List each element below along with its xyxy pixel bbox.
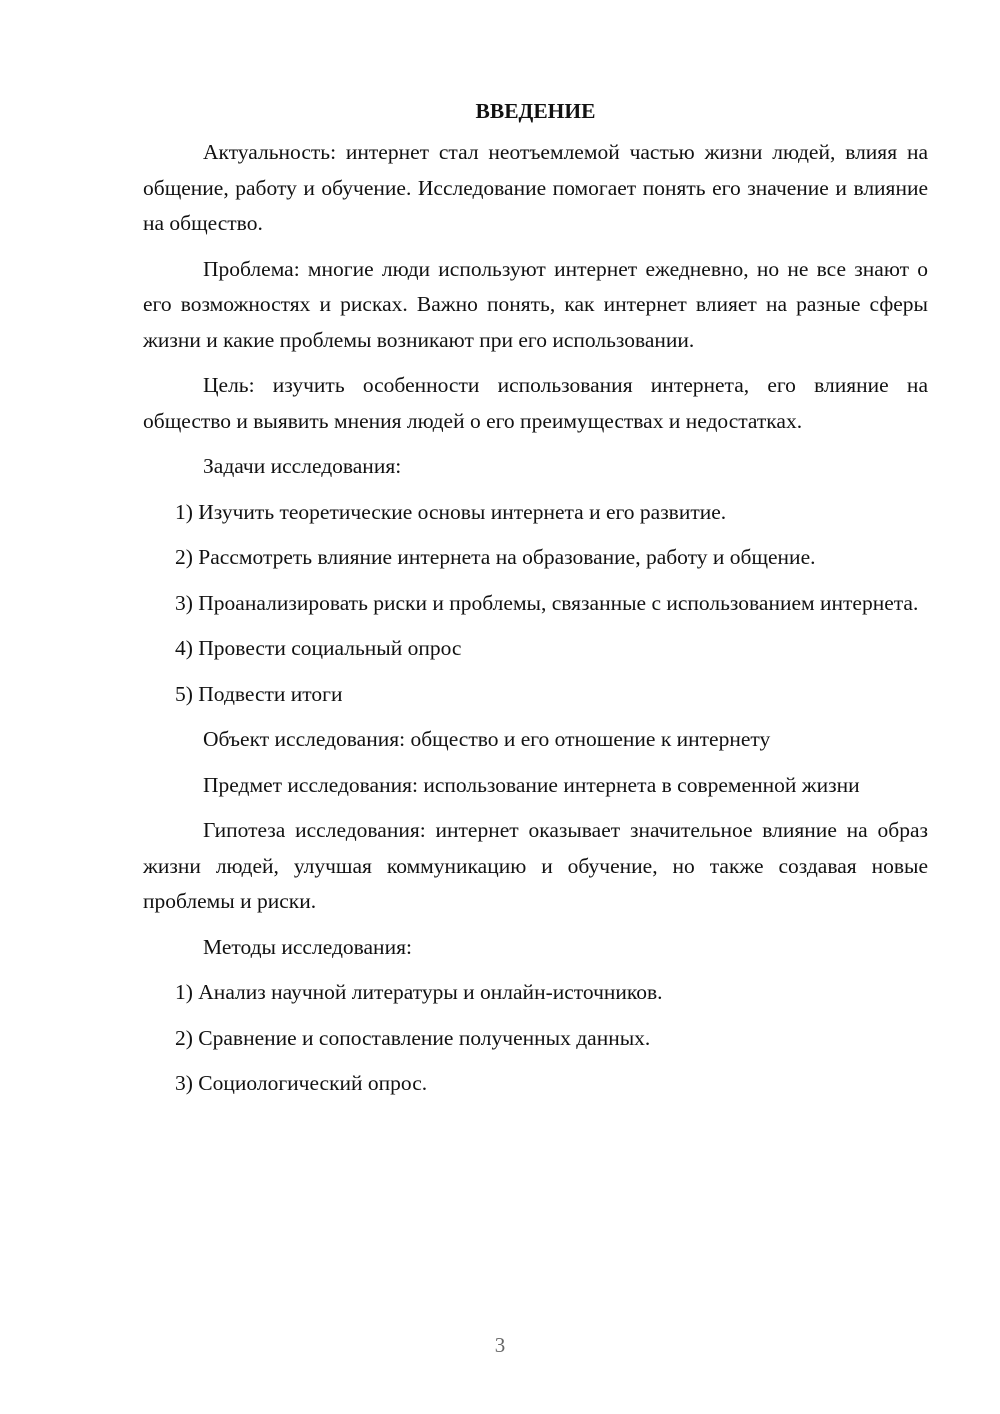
goal-paragraph: Цель: изучить особенности использования интернета, его влияние на общество и выявить мнения людей о его преимуществах и недостатках. bbox=[143, 373, 928, 433]
task-item: 3) Проанализировать риски и проблемы, связанные с использованием интернета. bbox=[175, 590, 919, 615]
object-paragraph: Объект исследования: общество и его отношение к интернету bbox=[203, 727, 771, 751]
page-number: 3 bbox=[494, 1333, 506, 1357]
document-page bbox=[143, 96, 928, 1112]
methods-heading: Методы исследования: bbox=[203, 934, 412, 959]
method-item: 1) Анализ научной литературы и онлайн-источников. bbox=[175, 980, 663, 1004]
problem-paragraph: Проблема: многие люди используют интернет ежедневно, но не все знают о его возможностях и рисках. Важно понять, как интернет влияет на разные сферы жизни и какие проблемы возникают при его использовании. bbox=[143, 256, 928, 352]
task-item: 1) Изучить теоретические основы интернета и его развитие. bbox=[175, 499, 727, 524]
task-item: 4) Провести социальный опрос bbox=[175, 636, 462, 660]
task-item: 2) Рассмотреть влияние интернета на образование, работу и общение. bbox=[175, 545, 816, 569]
task-item: 5) Подвести итоги bbox=[175, 681, 343, 706]
subject-paragraph: Предмет исследования: использование интернета в современной жизни bbox=[203, 772, 860, 797]
tasks-heading: Задачи исследования: bbox=[203, 454, 402, 478]
hypothesis-paragraph: Гипотеза исследования: интернет оказывает значительное влияние на образ жизни людей, улучшая коммуникацию и обучение, но также создавая новые проблемы и риски. bbox=[143, 818, 928, 913]
relevance-paragraph: Актуальность: интернет стал неотъемлемой частью жизни людей, влияя на общение, работу и обучение. Исследование помогает понять его значение и влияние на общество. bbox=[143, 140, 928, 235]
method-item: 2) Сравнение и сопоставление полученных данных. bbox=[175, 1025, 651, 1050]
section-title: ВВЕДЕНИЕ bbox=[475, 99, 596, 123]
method-item: 3) Социологический опрос. bbox=[175, 1071, 428, 1095]
